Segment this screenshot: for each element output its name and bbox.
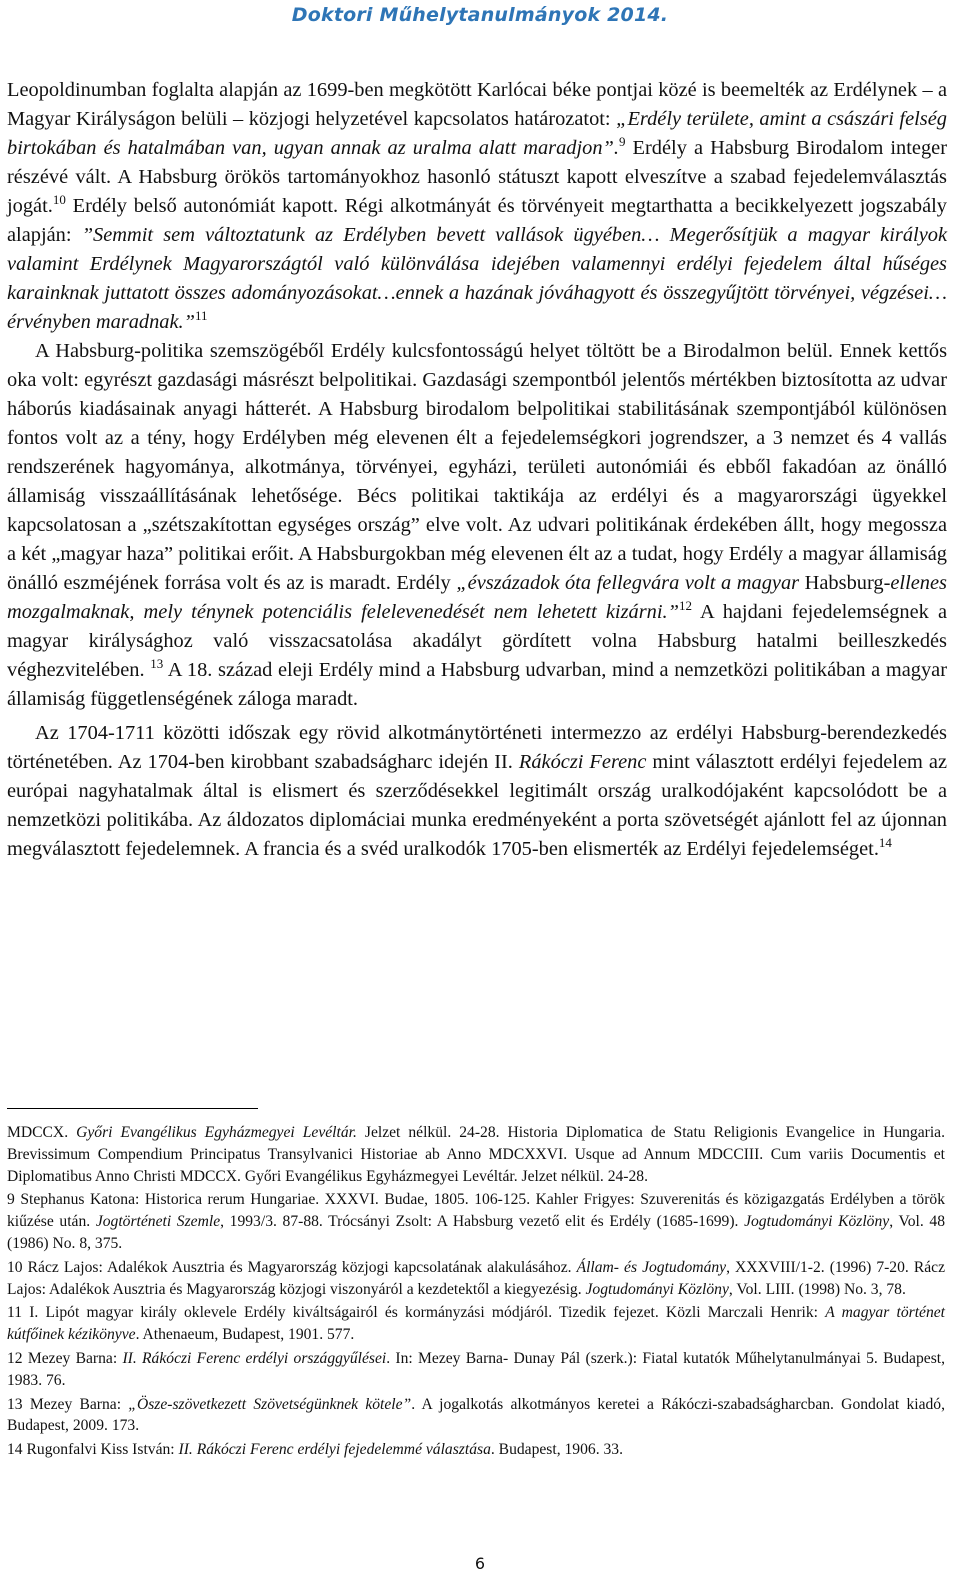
- footnote-ref-13[interactable]: 13: [150, 656, 164, 671]
- footnote-ref-12[interactable]: 12: [678, 598, 692, 613]
- footnote-ref-11[interactable]: 11: [195, 308, 208, 323]
- footnote-14: 14 Rugonfalvi Kiss István: II. Rákóczi Ferenc erdélyi fejedelemmé választása. Budapest, 1906. 33.: [7, 1441, 623, 1459]
- footnote-8-continued: MDCCX. Győri Evangélikus Egyházmegyei Levéltár. Jelzet nélkül. 24-28. Historia Diplomatica de Statu Religionis Evangelice in Hungaria. Brevissimum Compendium Principatus Transylvanici Historiae ab Anno MDCXXVI. Usque ad Annum MDCCIII. Cum variis Documentis et Diplomatibus Anno Christi MDCCX. Győri Evangélikus Egyházmegyei Levéltár. Jelzet nélkül. 24-28.: [7, 1124, 945, 1185]
- footnote-12: 12 Mezey Barna: II. Rákóczi Ferenc erdélyi országgyűlései. In: Mezey Barna- Dunay Pál (szerk.): Fiatal kutatók Műhelytanulmányai 5. Budapest, 1983. 76.: [7, 1349, 945, 1389]
- footnote-ref-9[interactable]: 9: [618, 134, 626, 149]
- footnote-9: 9 Stephanus Katona: Historica rerum Hungariae. XXXVI. Budae, 1805. 106-125. Kahler Frigyes: Szuverenitás és közigazgatás Erdélyben a török kiűzése után. Jogtörténeti Szemle, 1993/3. 87-88. Trócsányi Zsolt: A Habsburg vezető elit és Erdély (1685-1699). Jogtudományi Közlöny, Vol. 48 (1986) No. 8, 375.: [7, 1191, 945, 1252]
- footnote-ref-14[interactable]: 14: [878, 835, 892, 850]
- footnote-ref-10[interactable]: 10: [52, 192, 66, 207]
- footnote-separator: [7, 1108, 258, 1109]
- paragraph-1: Leopoldinumban foglalta alapján az 1699-ben megkötött Karlócai béke pontjai közé is beemelték az Erdélynek – a Magyar Királyságon belüli – közjogi helyzetével kapcsolatos határozatot: „Erdély területe, amint a császári felség birtokában és hatalmában van, ugyan annak az uralma alatt maradjon”.$^9$ Erdély a Habsburg Birodalom integer részévé vált. A Habsburg örökös tartományokhoz hasonló státuszt kapott elveszítve a szabad fejedelemválasztás jogát.$^{10}$ Erdély belső autonómiát kapott. Régi alkotmányát és törvényeit megtarthatta a becikkelyezett jogszabály alapján: ”Semmit sem változtatunk az Erdélyben bevett vallások ügyében… Megerősítjük a magyar királyok valamint Erdélynek Magyarországtól való különválása idejében valamennyi erdélyi fejedelem által hűséges karainknak juttatott összes adományozásokat…ennek a hazának jóváhagyott és összegyűjtött törvényei, végzései…érvényben maradnak.”$^{11}$: [7, 79, 947, 333]
- running-header: Doktori Műhelytanulmányok 2014.: [291, 4, 669, 26]
- paragraph-2: A Habsburg-politika szemszögéből Erdély kulcsfontosságú helyet töltött be a Birodalmon belül. Ennek kettős oka volt: egyrészt gazdasági másrészt belpolitikai. Gazdasági szempontból jelentős mértékben biztosította az udvar háborús kiadásainak anyagi hátterét. A Habsburg birodalom belpolitikai stabilitásának szempontjából különösen fontos volt az a tény, hogy Erdélyben még elevenen élt a fejedelemségkori jogrendszer, a 3 nemzet és 4 vallás rendszerének hagyománya, alkotmánya, törvényei, egyházi, területi autonómiái és ebből fakadóan az önálló államiság visszaállításának lehetősége. Bécs politikai taktikája az erdélyi és a magyarországi ügyekkel kapcsolatosan a „szétszakítottan egységes ország” elve volt. Az udvari politikának érdekében állt, hogy megossza a két „magyar haza” politikai erőit. A Habsburgokban még elevenen élt az a tudat, hogy Erdély a magyar államiság önálló eszméjének forrása volt és az is maradt. Erdély „évszázadok óta fellegvára volt a magyar Habsburg-ellenes mozgalmaknak, mely ténynek potenciális felelevenedését nem lehetett kizárni.”$^{12}$ A hajdani fejedelemségnek a magyar királysághoz való visszacsatolása akadályt gördített volna Habsburg hatalmi beilleszkedés véghezvitelében. $^{13}$ A 18. század eleji Erdély mind a Habsburg udvarban, mind a nemzetközi politikában a magyar államiság függetlenségének záloga maradt.: [7, 340, 948, 710]
- page-number: 6: [474, 1554, 486, 1573]
- footnotes: [7, 1122, 945, 1463]
- body-text: [7, 76, 947, 864]
- footnote-11: 11 I. Lipót magyar király oklevele Erdély kiváltságairól és kormányzási módjáról. Tizedik fejezet. Közli Marczali Henrik: A magyar történet kútfőinek kézikönyve. Athenaeum, Budapest, 1901. 577.: [7, 1304, 945, 1344]
- paragraph-3: Az 1704-1711 közötti időszak egy rövid alkotmánytörténeti intermezzo az erdélyi Habsburg-berendezkedés történetében. Az 1704-ben kirobbant szabadságharc idején II. Rákóczi Ferenc mint választott erdélyi fejedelem az európai nagyhatalmak által is elismert és szerződésekkel legitimált ország uralkodójaként kapcsolódott be a nemzetközi politikába. Az áldozatos diplomáciai munka eredményeként a porta szövetségét ajánlott fel az újonnan megválasztott fejedelemnek. A francia és a svéd uralkodók 1705-ben elismerték az Erdélyi fejedelemséget.$^{14}$: [7, 722, 948, 860]
- footnote-13: 13 Mezey Barna: „Ösze-szövetkezett Szövetségünknek kötele”. A jogalkotás alkotmányos keretei a Rákóczi-szabadságharcban. Gondolat kiadó, Budapest, 2009. 173.: [7, 1395, 945, 1435]
- footnote-10: 10 Rácz Lajos: Adalékok Ausztria és Magyarország közjogi kapcsolatának alakulásához. Állam- és Jogtudomány, XXXVIII/1-2. (1996) 7-20. Rácz Lajos: Adalékok Ausztria és Magyarország közjogi viszonyáról a kezdetektől a kiegyezésig. Jogtudományi Közlöny, Vol. LIII. (1998) No. 3, 78.: [7, 1258, 946, 1298]
